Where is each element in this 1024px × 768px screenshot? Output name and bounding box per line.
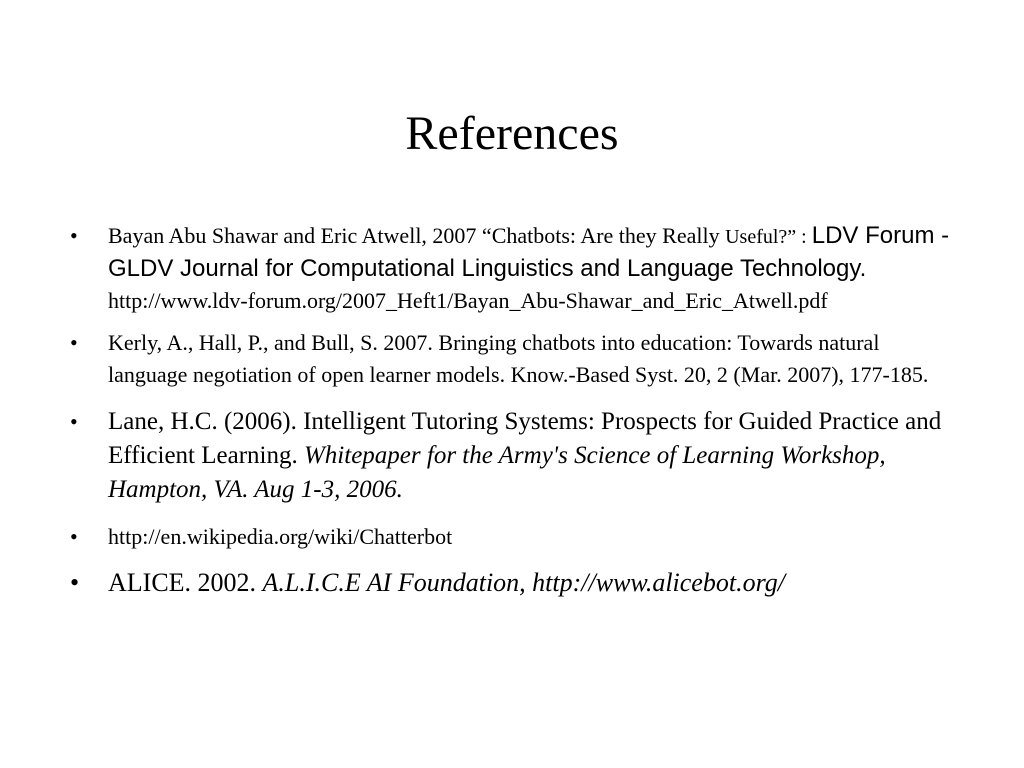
- reference-text: ALICE. 2002.: [108, 568, 263, 597]
- reference-journal: LDV Forum - GLDV Journal for Computational Linguistics and Language Technology.: [108, 222, 950, 282]
- reference-item-alice: [70, 565, 950, 601]
- reference-item-shawar-atwell: [70, 220, 950, 317]
- reference-item-lane: [70, 405, 950, 507]
- slide-title: References: [405, 107, 619, 160]
- bullet: •: [70, 409, 78, 434]
- reference-item-kerly: [70, 327, 950, 391]
- reference-venue-url[interactable]: A.L.I.C.E AI Foundation, http://www.alicebot.org/: [262, 568, 785, 597]
- bullet: •: [70, 223, 78, 248]
- reference-list: [70, 220, 950, 617]
- bullet: •: [70, 568, 80, 597]
- bullet: •: [70, 524, 78, 549]
- reference-url[interactable]: http://en.wikipedia.org/wiki/Chatterbot: [108, 524, 453, 549]
- reference-authors-text: Bayan Abu Shawar and Eric Atwell, 2007 “Chatbots: Are they Really: [108, 223, 726, 248]
- reference-text: Kerly, A., Hall, P., and Bull, S. 2007. Bringing chatbots into education: Towards natural language negotiation of open learner models. Know.-Based Syst. 20, 2 (Mar. 2007), 177-185.: [108, 330, 929, 387]
- reference-text: Lane, H.C. (2006). Intelligent Tutoring Systems: Prospects for Guided Practice and Efficient Learning.: [108, 408, 942, 469]
- reference-item-wikipedia: [70, 521, 950, 553]
- reference-url[interactable]: http://www.ldv-forum.org/2007_Heft1/Bayan_Abu-Shawar_and_Eric_Atwell.pdf: [108, 288, 828, 313]
- bullet: •: [70, 330, 78, 355]
- reference-title-tail: Useful?” :: [725, 226, 812, 248]
- reference-venue: Whitepaper for the Army's Science of Learning Workshop, Hampton, VA. Aug 1-3, 2006.: [108, 442, 886, 503]
